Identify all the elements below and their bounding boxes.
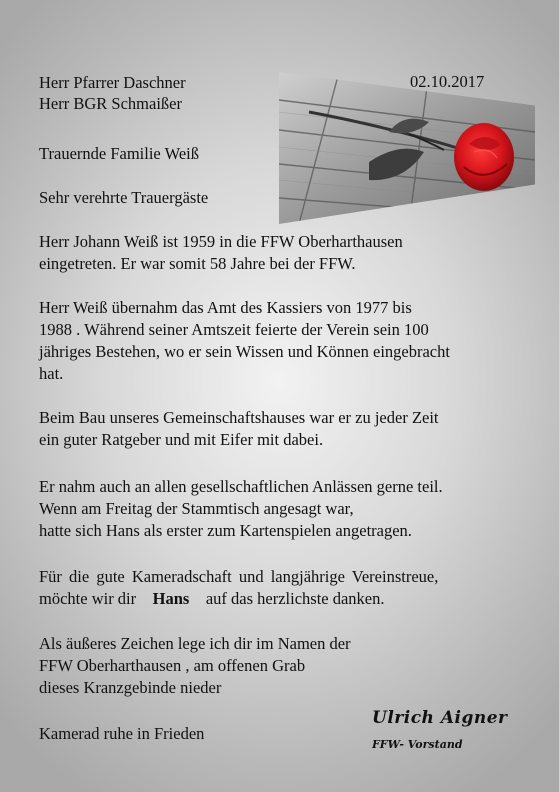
text-line	[39, 588, 438, 610]
text-line: Als äußeres Zeichen lege ich dir im Namen der	[39, 634, 351, 653]
text-line: Herr Weiß übernahm das Amt des Kassiers von 1977 bis	[39, 298, 412, 317]
text-line: FFW Oberharthausen , am offenen Grab	[39, 656, 306, 675]
signature-title: FFW- Vorstand	[372, 738, 463, 751]
paragraph-social	[39, 476, 443, 542]
text-line: jähriges Bestehen, wo er sein Wissen und Können eingebracht	[39, 342, 450, 361]
closing-line: Kamerad ruhe in Frieden	[39, 724, 205, 743]
text-line: ein guter Ratgeber und mit Eifer mit dabei.	[39, 430, 324, 449]
text-line: Für die gute Kameradschaft und langjährige Vereinstreue,	[39, 567, 439, 586]
paragraph-treasurer	[39, 297, 450, 385]
family-salutation: Trauernde Familie Weiß	[39, 144, 199, 163]
text-line: Er nahm auch an allen gesellschaftlichen Anlässen gerne teil.	[39, 477, 443, 496]
recipient-pfarrer: Herr Pfarrer Daschner	[39, 73, 186, 92]
letter-date: 02.10.2017	[410, 72, 485, 91]
text-line: 1988 . Während seiner Amtszeit feierte der Verein sein 100	[39, 320, 429, 339]
recipient-bgr: Herr BGR Schmaißer	[39, 94, 182, 113]
text-segment: möchte wir dir	[39, 589, 137, 608]
text-line: hatte sich Hans als erster zum Kartenspielen angetragen.	[39, 521, 412, 540]
paragraph-wreath	[39, 633, 351, 699]
paragraph-thanks	[39, 566, 438, 610]
text-line: eingetreten. Er war somit 58 Jahre bei der FFW.	[39, 254, 356, 273]
name-hans: Hans	[152, 589, 190, 608]
paragraph-building	[39, 407, 439, 451]
text-line: dieses Kranzgebinde nieder	[39, 678, 222, 697]
text-line: Herr Johann Weiß ist 1959 in die FFW Oberharthausen	[39, 232, 403, 251]
text-line: Wenn am Freitag der Stammtisch angesagt war,	[39, 499, 354, 518]
signature-name: Ulrich Aigner	[372, 708, 508, 728]
text-line: Beim Bau unseres Gemeinschaftshauses war er zu jeder Zeit	[39, 408, 439, 427]
text-segment: auf das herzlichste danken.	[205, 589, 385, 608]
rose-on-wood-photo	[279, 72, 535, 224]
text-line: hat.	[39, 364, 64, 383]
greeting: Sehr verehrte Trauergäste	[39, 188, 209, 207]
paragraph-membership	[39, 231, 403, 275]
